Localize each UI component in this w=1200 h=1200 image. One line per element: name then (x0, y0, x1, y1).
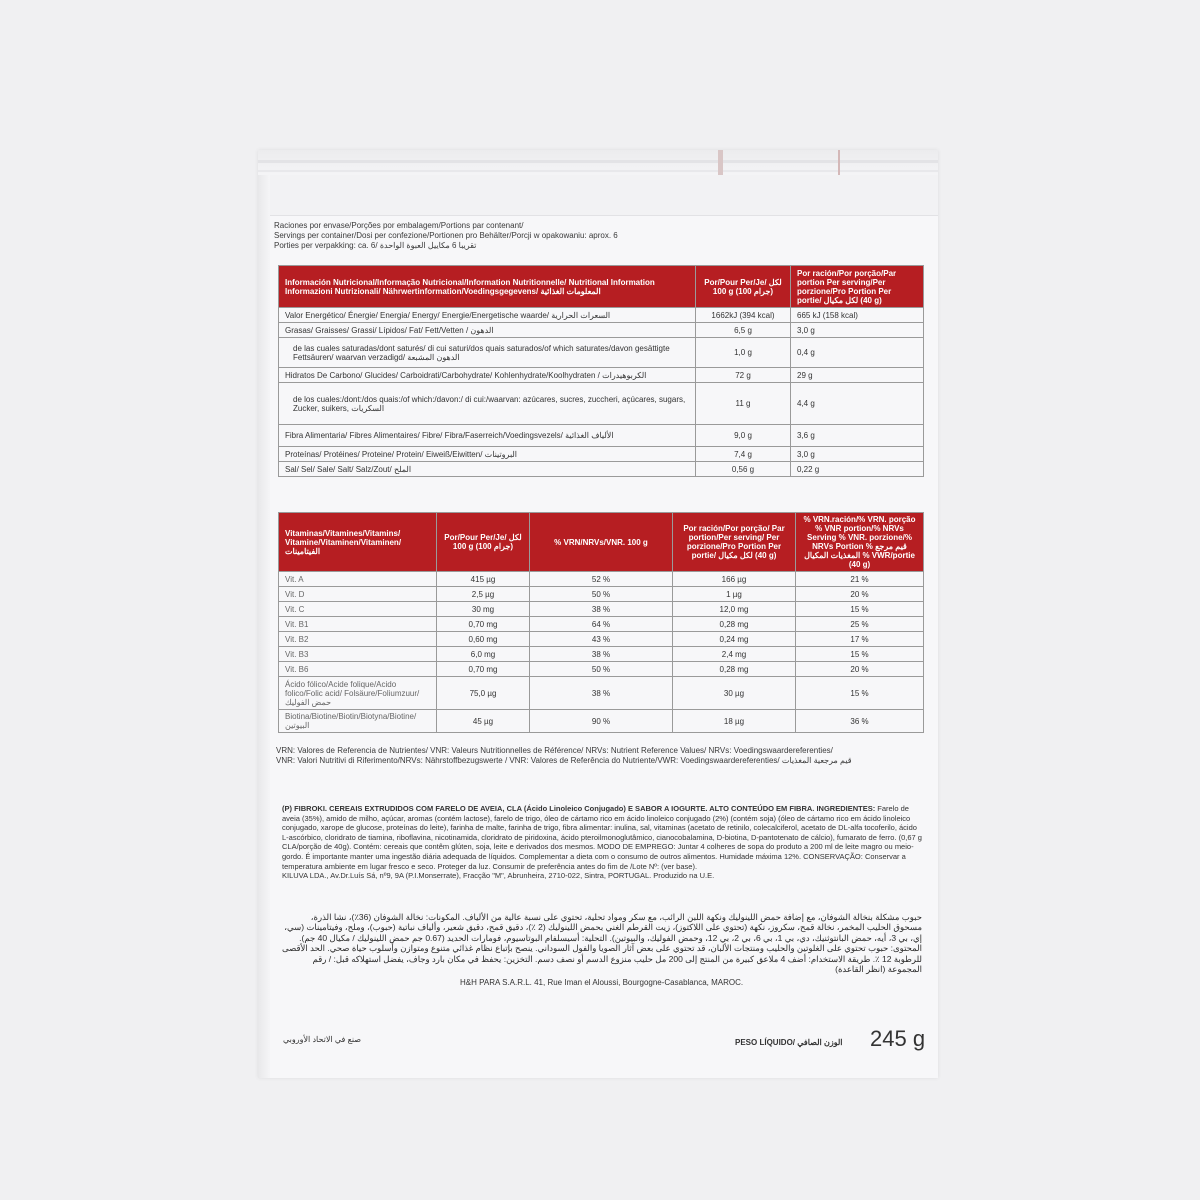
box-top-flap (258, 150, 938, 176)
nrv-footnote (276, 746, 924, 766)
ingredients-title: (P) FIBROKI. CEREAIS EXTRUDIDOS COM FARELO DE AVEIA, CLA (Ácido Linoleico Conjugado) E SABOR A IOGURTE. ALTO CONTEÚDO EM FIBRA. INGREDIENTES: (282, 804, 876, 813)
nutrient-per100: 7,4 g (696, 447, 791, 462)
vitamin-per-serving: 2,4 mg (673, 647, 796, 662)
nutrition-table (278, 265, 924, 477)
vitamin-per-serving: 1 µg (673, 587, 796, 602)
vitamin-pct100: 38 % (530, 602, 673, 617)
nutrition-row (279, 308, 924, 323)
fold-line (258, 170, 938, 172)
vitamins-header-per100: Por/Pour Per/Je/ لكل 100 g (100 جرام) (437, 513, 530, 572)
vitamin-per100: 30 mg (437, 602, 530, 617)
ingredients-body: Farelo de aveia (35%), amido de milho, açúcar, aromas (contém lactose), farelo de trigo, óleo de cártamo rico em ácido linoleico conjugado (2%) (contém soja) (óleo de cártamo rico em ácido linoleico conjugado, xarope de glucose, proteínas do leite), farinha de malte, farinha de trigo, fibra alimentar: inulina, sal, vitaminas (acetato de retinilo, colecalciferol, acetato de DL-alfa tocoferilo, ácido L-ascórbico, cloridrato de tiamina, riboflavina, nicotinamida, cloridrato de piridoxina, ácido pteroilmonoglutâmico, cianocobalamina, D-biotina, D-pantotenato de cálcio), fumarato de ferro. (0,67 g CLA/porção de 40g). Contém: cereais que contêm glúten, soja, leite e derivados dos mesmos. MODO DE EMPREGO: Juntar 4 colheres de sopa do produto a 200 ml de leite magro ou meio-gordo. É importante manter uma ingestão diária adequada de líquidos. Complementar a dieta com o consumo de outros alimentos. Humidade máxima 12%. CONSERVAÇÃO: Conservar a temperatura ambiente em lugar fresco e seco. Proteger da luz. Consumir de preferência antes do fim de /Lote Nº: (ver base). (282, 804, 922, 871)
nutrient-name: Fibra Alimentaria/ Fibres Alimentaires/ Fibre/ Fibra/Faserreich/Voedingsvezels/ الألياف الغذائية (279, 425, 696, 447)
nutrient-name: Proteínas/ Protéines/ Proteine/ Protein/ Eiweiß/Eiwitten/ البروتينات (279, 447, 696, 462)
nrv-footnote-line: VNR: Valori Nutritivi di Riferimento/NRVs: Nährstoffbezugswerte / VNR: Valores de Referência do Nutriente/VWR: Voedingswaardereferenties/ قيم مرجعية المغذيات (276, 756, 852, 765)
arabic-ingredients: حبوب مشكلة بنخالة الشوفان، مع إضافة حمض اللينوليك ونكهة اللبن الرائب، مع سكر ومواد تحلية، تحتوي على نسبة عالية من الألياف. المكونات: نخالة الشوفان (36٪)، نشا الذرة، مسحوق الحليب المخمر، نخالة قمح، سكروز، نكهة (تحتوي على اللاكتوز)، زيت القرطم الغني بحمض اللينوليك (2 ٪)، دقيق قمح، دقيق شعير، وألياف نباتية (حبوب)، وملح، وفيتامينات (سي، إي، بي 3، أيه، حمض البانتوثنيك، دي، بي 1، بي 6، بي 2، بي 12، وحمض الفوليك، والبيوتين). التحلية: أسيسلفام البوتاسيوم، فومارات الحديد (0.67 جم حمض اللينوليك / مكيال 40 جم). المحتوى: حبوب تحتوي على الغلوتين والحليب ومنتجات الألبان، قد تحتوي على بعض آثار الصويا والفول السوداني. ينصح بإتباع نظام غذائي متنوع ومتوازن وأسلوب حياة صحي. الحد الأقصى للرطوبة 12 ٪. طريقة الاستخدام: أضف 4 ملاعق كبيرة من المنتج إلى 200 مل حليب منزوع الدسم أو نصف دسم. التخزين: يحفظ في مكان بارد وجاف، يفضل استهلاكه قبل: / رقم المجموعة (انظر القاعدة) (282, 912, 922, 975)
nutrition-header-per100: Por/Pour Per/Je/ لكل 100 g (100 جرام) (696, 266, 791, 308)
vitamin-pct100: 50 % (530, 587, 673, 602)
nutrient-per100: 1,0 g (696, 338, 791, 368)
vitamin-pct-serving: 20 % (796, 587, 924, 602)
nutrition-row (279, 462, 924, 477)
nutrient-name: de las cuales saturadas/dont saturés/ di cui saturi/dos quais saturados/of which saturates/davon gesättigte Fettsäuren/ waarvan verzadigd/ الدهون المشبعة (279, 338, 696, 368)
nutrient-per100: 9,0 g (696, 425, 791, 447)
vitamin-name: Vit. D (279, 587, 437, 602)
vitamin-per100: 0,70 mg (437, 662, 530, 677)
vitamin-pct-serving: 15 % (796, 602, 924, 617)
vitamin-row (279, 602, 924, 617)
fold-line (258, 160, 938, 163)
servings-info (274, 221, 754, 251)
vitamin-per-serving: 0,24 mg (673, 632, 796, 647)
nutrition-row (279, 368, 924, 383)
vitamins-header-per-serving: Por ración/Por porção/ Par portion/Per serving/ Per porzione/Pro Portion Per portie/ لكل مكيال (40 g) (673, 513, 796, 572)
vitamin-pct100: 38 % (530, 647, 673, 662)
nutrient-per100: 11 g (696, 383, 791, 425)
nutrient-per-serving: 665 kJ (158 kcal) (791, 308, 924, 323)
vitamin-name: Vit. B6 (279, 662, 437, 677)
vitamin-pct100: 52 % (530, 572, 673, 587)
nutrition-row (279, 323, 924, 338)
vitamin-per-serving: 12,0 mg (673, 602, 796, 617)
nutrition-row (279, 425, 924, 447)
net-weight-label: PESO LÍQUIDO/ الوزن الصافي (735, 1038, 843, 1047)
vitamin-per100: 415 µg (437, 572, 530, 587)
nutrient-per100: 0,56 g (696, 462, 791, 477)
vitamin-per100: 75,0 µg (437, 677, 530, 710)
vitamin-per-serving: 30 µg (673, 677, 796, 710)
vitamin-pct-serving: 36 % (796, 710, 924, 733)
vitamin-name: Vit. B1 (279, 617, 437, 632)
vitamin-pct-serving: 17 % (796, 632, 924, 647)
vitamin-name: Ácido fólico/Acide folique/Acido folico/Folic acid/ Folsäure/Foliumzuur/ حمض الفوليك (279, 677, 437, 710)
servings-line: Servings per container/Dosi per confezione/Portionen pro Behälter/Porcji w opakowaniu: aprox. 6 (274, 231, 618, 240)
vitamin-per-serving: 166 µg (673, 572, 796, 587)
ingredients-text (282, 804, 922, 881)
nutrition-row (279, 338, 924, 368)
servings-line: Raciones por envase/Porções por embalagem/Portions par contenant/ (274, 221, 524, 230)
vitamin-per100: 0,70 mg (437, 617, 530, 632)
vitamin-row (279, 617, 924, 632)
vitamin-pct-serving: 20 % (796, 662, 924, 677)
vitamin-pct100: 38 % (530, 677, 673, 710)
vitamin-per100: 0,60 mg (437, 632, 530, 647)
nutrient-name: Hidratos De Carbono/ Glucides/ Carboidrati/Carbohydrate/ Kohlenhydrate/Koolhydraten / الكربوهيدرات (279, 368, 696, 383)
nutrient-name: Sal/ Sel/ Sale/ Salt/ Salz/Zout/ الملح (279, 462, 696, 477)
vitamins-header-label: Vitaminas/Vitamines/Vitamins/ Vitamine/Vitaminen/Vitaminen/ الفيتامينات (279, 513, 437, 572)
vitamin-row (279, 587, 924, 602)
flap-seam (718, 150, 723, 175)
nutrient-per-serving: 4,4 g (791, 383, 924, 425)
manufacturer-address: KILUVA LDA., Av.Dr.Luís Sá, nº9, 9A (P.I.Monserrate), Fracção "M", Abrunheira, 2710-022, Sintra, PORTUGAL. Produzido na U.E. (282, 871, 715, 881)
vitamin-pct100: 90 % (530, 710, 673, 733)
nutrient-per100: 72 g (696, 368, 791, 383)
vitamin-name: Vit. B3 (279, 647, 437, 662)
made-in-eu: صنع في الاتحاد الأوروبي (283, 1035, 362, 1044)
vitamin-per100: 45 µg (437, 710, 530, 733)
nutrient-per-serving: 3,0 g (791, 323, 924, 338)
nutrient-per-serving: 29 g (791, 368, 924, 383)
nutrient-per-serving: 0,4 g (791, 338, 924, 368)
vitamin-per-serving: 0,28 mg (673, 662, 796, 677)
vitamins-header-pct100: % VRN/NRVs/VNR. 100 g (530, 513, 673, 572)
nutrition-header-label: Información Nutricional/Informação Nutricional/Information Nutritionnelle/ Nutritional Information Informazioni Nutrizionali/ Nährwertinformation/Voedingsgegevens/ المعلومات الغذائية (279, 266, 696, 308)
flap-seam (838, 150, 840, 175)
vitamin-per100: 2,5 µg (437, 587, 530, 602)
servings-line: Porties per verpakking: ca. 6/ تقريبا 6 مكاييل العبوة الواحدة (274, 241, 477, 250)
vitamin-row (279, 662, 924, 677)
nutrient-name: Grasas/ Graisses/ Grassi/ Lípidos/ Fat/ Fett/Vetten / الدهون (279, 323, 696, 338)
vitamin-per100: 6,0 mg (437, 647, 530, 662)
vitamin-row (279, 677, 924, 710)
vitamin-per-serving: 0,28 mg (673, 617, 796, 632)
nutrient-per-serving: 3,6 g (791, 425, 924, 447)
vitamin-pct-serving: 21 % (796, 572, 924, 587)
vitamins-table (278, 512, 924, 733)
vitamin-name: Vit. C (279, 602, 437, 617)
nutrient-per-serving: 3,0 g (791, 447, 924, 462)
nutrition-header-per-serving: Por ración/Por porção/Par portion Per serving/Per porzione/Pro Portion Per portie/ لكل مكيال (40 g) (791, 266, 924, 308)
vitamin-name: Biotina/Biotine/Biotin/Biotyna/Biotine/ البيوتين (279, 710, 437, 733)
vitamin-per-serving: 18 µg (673, 710, 796, 733)
vitamin-row (279, 572, 924, 587)
nutrient-name: de los cuales:/dont:/dos quais:/of which:/davon:/ di cui:/waarvan: azúcares, sucres, zuccheri, açúcares, sugars, Zucker, suikers, السكريات (279, 383, 696, 425)
box-side-edge (258, 175, 270, 1078)
nutrient-per-serving: 0,22 g (791, 462, 924, 477)
vitamins-header-pct-serving: % VRN.ración/% VRN. porção % VNR portion/% NRVs Serving % VNR. porzione/% NRVs Portion % قيم مرجع المغذيات المكيال % VWR/portie (40 g) (796, 513, 924, 572)
vitamin-pct-serving: 25 % (796, 617, 924, 632)
box-top-band (270, 175, 938, 216)
vitamin-pct-serving: 15 % (796, 647, 924, 662)
vitamin-name: Vit. B2 (279, 632, 437, 647)
nutrition-row (279, 447, 924, 462)
nrv-footnote-line: VRN: Valores de Referencia de Nutrientes/ VNR: Valeurs Nutritionnelles de Référence/ NRVs: Nutrient Reference Values/ NRVs: Voedingswaardereferenties/ (276, 746, 833, 755)
nutrient-per100: 6,5 g (696, 323, 791, 338)
vitamin-row (279, 632, 924, 647)
net-weight: 245 g (870, 1026, 926, 1051)
vitamin-pct100: 50 % (530, 662, 673, 677)
vitamin-pct100: 43 % (530, 632, 673, 647)
vitamin-pct100: 64 % (530, 617, 673, 632)
nutrient-per100: 1662kJ (394 kcal) (696, 308, 791, 323)
vitamin-pct-serving: 15 % (796, 677, 924, 710)
nutrition-row (279, 383, 924, 425)
vitamin-name: Vit. A (279, 572, 437, 587)
nutrient-name: Valor Energético/ Énergie/ Energia/ Energy/ Energie/Energetische waarde/ السعرات الحرارية (279, 308, 696, 323)
importer-address: H&H PARA S.A.R.L. 41, Rue Iman el Aloussi, Bourgogne-Casablanca, MAROC. (460, 978, 744, 987)
vitamin-row (279, 710, 924, 733)
vitamin-row (279, 647, 924, 662)
